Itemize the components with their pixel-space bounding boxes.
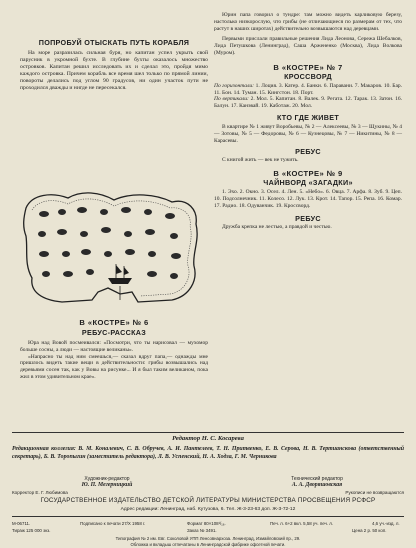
issue-7-heading: В «КОСТРЕ» № 7 bbox=[273, 62, 343, 72]
crossword-vertical-answers: 2. Мол. 5. Капитан. 8. Валек. 9. Регата. 12. Тарак. 13. Затон. 16. Балун. 17. Канэвай. 19. Каботаж. 20. Мол. bbox=[214, 96, 403, 110]
coastline bbox=[24, 193, 197, 302]
address: Адрес редакции: Ленинград, наб. Кутузова, 6. Тел. Ж-3-23-63 доп. Ж-3-72-12 bbox=[120, 507, 296, 512]
crossword-horizontal-label: По горизонтали: bbox=[214, 82, 254, 89]
rebus-2-heading: РЕБУС bbox=[295, 213, 321, 223]
right-column bbox=[214, 12, 402, 230]
manuscripts-note: Рукописи не возвращаются bbox=[345, 490, 404, 495]
corrector: Корректор Е. Г. Любимова bbox=[12, 490, 68, 495]
rebus-story-section bbox=[20, 318, 208, 381]
crossword-vertical bbox=[214, 96, 402, 110]
artist-name: Ю. П. Мегерницкий bbox=[81, 482, 133, 488]
bay-islands-map bbox=[22, 188, 202, 308]
editorial-board: Редакционная коллегия: В. М. Коналевич, С. В. Обручев, А. И. Пантелеев, Т. Н. Притвенко, Е. В. Серова, Н. В. Тертианскова (ответственный секретарь), Б. В. Торопыгин (заместитель редактора), Л. В. Успенский, Н. А. Ходза, Г. М. Черникова bbox=[12, 446, 404, 461]
ship-puzzle-heading: ПОПРОБУЙ ОТЫСКАТЬ ПУТЬ КОРАБЛЯ bbox=[38, 38, 190, 47]
divider-top bbox=[12, 432, 404, 433]
teapot-word-text: 1. Эхо. 2. Окно. 3. Осел. 4. Лен. 5. «Небо». 6. Овца. 7. Арфа. 8. Зуб. 9. Цеп. 10. Подсолнечник. 11. Колесо. 12. Лук. 13. Крот. 14. Тапор. 15. Репа. 16. Комар. 17. Радио. 18. Одуванчик. 19. Кроссворд. bbox=[214, 189, 402, 209]
print-sheets: Печ. л. 6+2 вкл. 5,58 уч. печ. л. bbox=[270, 521, 334, 526]
crossword-horizontal bbox=[214, 83, 402, 97]
order-number: Заказ № 3491. bbox=[187, 528, 217, 533]
editor-line: Редактор Н. С. Косарева bbox=[172, 435, 244, 442]
format: Формат 80×108¹/₁₆. bbox=[187, 521, 226, 526]
winners-text: Первыми прислали правильные решения Лида Леонова, Сережа Шебалков, Лида Петушкова (Ленинград), Саша Аржененко (Москва), Лида Волкова (Муром). bbox=[214, 36, 402, 56]
crossword-heading: КРОССВОРД bbox=[284, 71, 332, 81]
issue-9-heading: В «КОСТРЕ» № 9 bbox=[273, 169, 343, 179]
order-code: М-06711. bbox=[12, 521, 31, 526]
tech-editor-name: А. А. Дворяшовская bbox=[291, 482, 343, 488]
who-lives-heading: КТО ГДЕ ЖИВЕТ bbox=[276, 112, 340, 122]
issue-6-heading: В «КОСТРЕ» № 6 bbox=[79, 318, 149, 327]
rebus-story-heading: РЕБУС-РАССКАЗ bbox=[81, 328, 147, 337]
who-lives-text: В квартире № 1 живут Воробьевы, № 2 — Алексеевы, № 3 — Щукины, № 4 — Зотовы, № 5 — Федоровы, № 6 — Кузнецовы, № 7 — Никитины, № 8 — Карасевы. bbox=[214, 123, 402, 144]
printer-info bbox=[12, 536, 404, 548]
rebus-story-paragraph-1: Юра над Вовой посмеивался: «Посмотри, что ты нарисовал — мухомор больше сосны, а люди — настоящие великаны». bbox=[20, 340, 208, 353]
rebus-heading: РЕБУС bbox=[295, 147, 321, 157]
left-column bbox=[20, 38, 208, 92]
rebus-2-text: Дружба крепка не лестью, а правдой и честью. bbox=[222, 223, 332, 230]
edition-sheets: 4,6 уч.-изд. л. bbox=[372, 521, 400, 526]
ship-icon bbox=[108, 264, 132, 284]
rebus-text: С книгой жить — век не тужить. bbox=[222, 157, 299, 164]
circulation: Тираж 125 000 экз. bbox=[12, 528, 51, 533]
publisher: ГОСУДАРСТВЕННОЕ ИЗДАТЕЛЬСТВО ДЕТСКОЙ ЛИТЕРАТУРЫ МИНИСТЕРСТВА ПРОСВЕЩЕНИЯ РСФСР bbox=[40, 497, 376, 504]
rebus-answer-text: Юрин папа говорил о тундре: там можно видеть карликовую березу, настолько низкорослую, что грибы (не отличающиеся по размерам от тех, что растут в наших широтах) действительно возвышаются над деревцами. bbox=[214, 12, 402, 32]
islands bbox=[38, 207, 181, 279]
tech-editor-label: Технический редактор bbox=[291, 476, 343, 482]
rebus-story-paragraph-2: «Напрасно ты над ним смеешься,— сказал вдруг папа,— однажды мне пришлось видеть такие вещи в действительности: грибы возвышались над деревьями сосен так, как у Вовы на рисунке... И я был таким великаном, пока жил в этом удивительном крае». bbox=[20, 353, 208, 380]
signed-date: Подписано к печати 27/X 1958 г. bbox=[80, 521, 146, 526]
printer-line-1: Типография № 2 им. Евг. Соколовой УПП Ленсовнархоза. Ленинград, Измайловский пр., 29. bbox=[115, 536, 301, 541]
ship-puzzle-text: На море разразилась сильная буря, но капитан успел укрыть свой парусник в укромной бухте. В глубине бухты оказалось множество островков. Капитан решил исследовать их и сделал это, пройдя мимо каждого островка. Причем корабль все время шел только по прямой линии, повороты делались под углом 90 градусов, ни один участок пути не проходился дважды и нигде не пересекался. bbox=[20, 50, 208, 91]
crossword-vertical-label: По вертикали: bbox=[214, 96, 249, 103]
printer-line-2: Обложка и вкладыш отпечатаны в Ленинградской фабрике офсетной печати. bbox=[130, 542, 286, 547]
price: Цена 2 р. 50 коп. bbox=[352, 528, 387, 533]
divider-meta bbox=[12, 516, 404, 517]
teapot-word-heading: ЧАЙНВОРД «ЗАГАДКИ» bbox=[263, 178, 353, 188]
artist-label: Художник-редактор bbox=[84, 476, 130, 482]
crossword-horizontal-answers: 1. Лоция. 3. Катер. 4. Банки. 6. Паравани. 7. Макаров. 10. Бар. 11. Бон. 14. Туман. 15. Кингстон. 18. Порт. bbox=[214, 82, 403, 96]
